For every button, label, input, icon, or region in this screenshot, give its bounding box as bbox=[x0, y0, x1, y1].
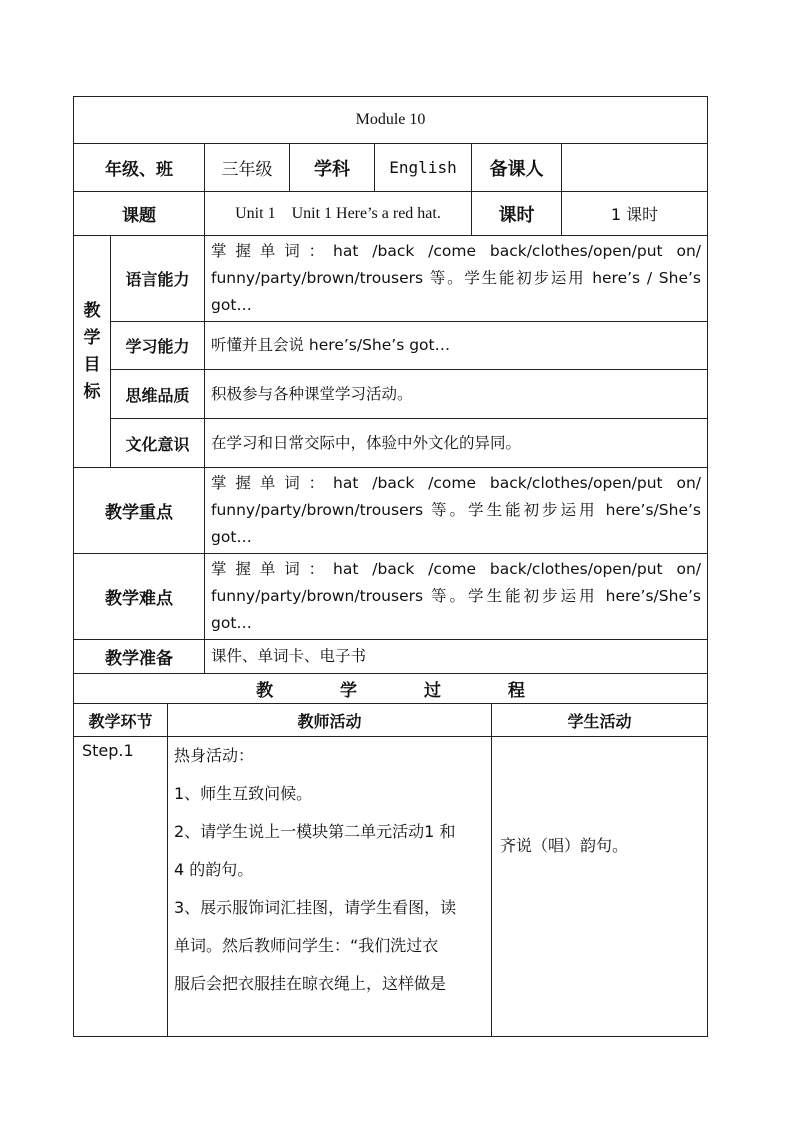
objective-text-language: 掌握单词：hat /back /come back/clothes/open/put on/ funny/party/brown/trousers 等。学生能初步运用 here’s / She’s got… bbox=[205, 236, 708, 322]
subject-value: English bbox=[375, 144, 472, 192]
objective-text-thinking: 积极参与各种课堂学习活动。 bbox=[205, 370, 708, 419]
objectives-char: 标 bbox=[83, 381, 101, 402]
hours-value: 1 课时 bbox=[562, 192, 708, 236]
teacher-activity-line: 单词。然后教师问学生：“我们洗过衣 bbox=[174, 936, 439, 955]
teacher-activity-line: 4 的韵句。 bbox=[174, 860, 254, 879]
teacher-activity bbox=[168, 737, 492, 1037]
teacher-activity-line: 服后会把衣服挂在晾衣绳上，这样做是 bbox=[174, 974, 447, 993]
objectives-char: 教 bbox=[83, 300, 101, 321]
objective-label-thinking: 思维品质 bbox=[111, 370, 205, 419]
topic-value: Unit 1 Unit 1 Here’s a red hat. bbox=[205, 192, 472, 236]
difficulties-label: 教学难点 bbox=[74, 554, 205, 640]
objective-label-language: 语言能力 bbox=[111, 236, 205, 322]
objective-text-culture: 在学习和日常交际中，体验中外文化的异同。 bbox=[205, 419, 708, 468]
process-header-teacher: 教师活动 bbox=[168, 704, 492, 737]
objectives-label bbox=[74, 236, 111, 468]
process-title-char: 程 bbox=[507, 681, 525, 701]
objective-label-learning: 学习能力 bbox=[111, 322, 205, 370]
key-points-text: 掌握单词：hat /back /come back/clothes/open/put on/ funny/party/brown/trousers 等。学生能初步运用 here’s/She’s got… bbox=[205, 468, 708, 554]
step-label: Step.1 bbox=[74, 737, 168, 1037]
subject-label: 学科 bbox=[290, 144, 375, 192]
teacher-activity-line: 1、师生互致问候。 bbox=[174, 784, 313, 803]
objective-text-learning: 听懂并且会说 here’s/She’s got… bbox=[205, 322, 708, 370]
topic-label: 课题 bbox=[74, 192, 205, 236]
process-header-step: 教学环节 bbox=[74, 704, 168, 737]
lesson-plan-document bbox=[73, 96, 707, 1037]
student-activity: 齐说（唱）韵句。 bbox=[492, 737, 708, 1037]
teacher-activity-line: 热身活动： bbox=[174, 746, 255, 765]
grade-label: 年级、班 bbox=[74, 144, 205, 192]
difficulties-text: 掌握单词：hat /back /come back/clothes/open/put on/ funny/party/brown/trousers 等。学生能初步运用 here’s/She’s got… bbox=[205, 554, 708, 640]
preparation-label: 教学准备 bbox=[74, 640, 205, 674]
process-title-char: 过 bbox=[423, 681, 441, 701]
lesson-plan-table bbox=[73, 96, 708, 1037]
teacher-activity-line: 3、展示服饰词汇挂图，请学生看图，读 bbox=[174, 898, 457, 917]
document-title: Module 10 bbox=[74, 97, 708, 144]
process-title-char: 学 bbox=[340, 681, 358, 701]
process-title bbox=[74, 674, 708, 704]
objective-label-culture: 文化意识 bbox=[111, 419, 205, 468]
preparer-label: 备课人 bbox=[472, 144, 562, 192]
preparer-value bbox=[562, 144, 708, 192]
preparation-text: 课件、单词卡、电子书 bbox=[205, 640, 708, 674]
grade-value: 三年级 bbox=[205, 144, 290, 192]
teacher-activity-line: 2、请学生说上一模块第二单元活动1 和 bbox=[174, 822, 456, 841]
process-title-char: 教 bbox=[256, 681, 274, 701]
key-points-label: 教学重点 bbox=[74, 468, 205, 554]
objectives-char: 目 bbox=[83, 354, 101, 375]
objectives-char: 学 bbox=[83, 327, 101, 348]
hours-label: 课时 bbox=[472, 192, 562, 236]
process-header-student: 学生活动 bbox=[492, 704, 708, 737]
